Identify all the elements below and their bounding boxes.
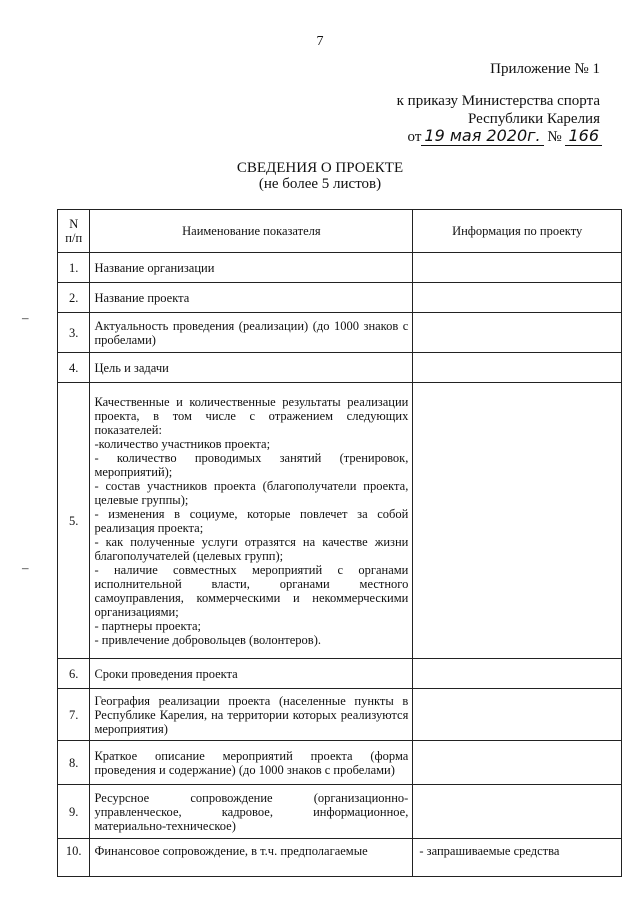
row-info [413,741,622,785]
row-number: 2. [58,283,90,313]
table-row [58,313,622,353]
title-line-1: СВЕДЕНИЯ О ПРОЕКТЕ [236,160,404,176]
row-info [413,313,622,353]
row-indicator: Ресурсное сопровождение (организационно-управленческое, кадровое, информационное, материально-техническое) [90,785,413,839]
row-number: 9. [58,785,90,839]
row-indicator: Качественные и количественные результаты реализации проекта, в том числе с отражением следующих показателей: -количество участников проекта; - количество проводимых занятий (тренировок, мероприятий); - состав участников проекта (благополучатели проекта, целевые группы); - изменения в социуме, которые повлечет за собой реализация проекта; - как полученные услуги отразятся на качестве жизни благополучателей (целевых групп); - наличие совместных мероприятий с органами исполнительной власти, органами местного самоуправления, коммерческими и некоммерческими организациями; - партнеры проекта; - привлечение добровольцев (волонтеров). [90,383,413,659]
row-indicator: Финансовое сопровождение, в т.ч. предполагаемые [90,839,413,877]
row-number: 4. [58,353,90,383]
row-info [413,383,622,659]
row-indicator: Сроки проведения проекта [90,659,413,689]
row-number: 8. [58,741,90,785]
order-date-number [408,126,602,146]
row-info [413,659,622,689]
order-line-2: Республики Карелия [467,111,600,127]
column-header-name: Наименование показателя [90,210,413,253]
number-prefix: № [547,129,562,145]
table-row [58,253,622,283]
table-row [58,741,622,785]
row-number: 6. [58,659,90,689]
table-header-row [58,210,622,253]
margin-mark: – [22,560,29,575]
from-prefix: от [407,129,422,145]
document-title [0,160,640,192]
table-row [58,353,622,383]
order-reference [397,92,600,128]
table-row [58,689,622,741]
row-indicator: Название организации [90,253,413,283]
table-row [58,283,622,313]
row-number: 10. [58,839,90,877]
row-number: 5. [58,383,90,659]
handwritten-number: 166 [565,126,602,146]
order-line-1: к приказу Министерства спорта [396,93,600,109]
page-number: 7 [316,34,324,49]
row-info [413,689,622,741]
title-line-2: (не более 5 листов) [258,176,382,192]
margin-mark: – [22,310,29,325]
row-indicator: Название проекта [90,283,413,313]
column-header-num: N п/п [58,210,90,253]
row-indicator: Актуальность проведения (реализации) (до 1000 знаков с пробелами) [90,313,413,353]
row-info [413,785,622,839]
table-row [58,839,622,877]
appendix-label: Приложение № 1 [490,61,600,77]
table-row [58,659,622,689]
row-info [413,353,622,383]
column-header-info: Информация по проекту [413,210,622,253]
row-indicator: Цель и задачи [90,353,413,383]
row-indicator: География реализации проекта (населенные пункты в Республике Карелия, на территории которых реализуются мероприятия) [90,689,413,741]
row-indicator: Краткое описание мероприятий проекта (форма проведения и содержание) (до 1000 знаков с пробелами) [90,741,413,785]
table-row [58,785,622,839]
row-number: 3. [58,313,90,353]
row-number: 1. [58,253,90,283]
row-info [413,283,622,313]
row-number: 7. [58,689,90,741]
row-info: - запрашиваемые средства [413,839,622,877]
row-info [413,253,622,283]
handwritten-date: 19 мая 2020г. [421,126,543,146]
project-info-table [57,209,622,877]
table-row [58,383,622,659]
